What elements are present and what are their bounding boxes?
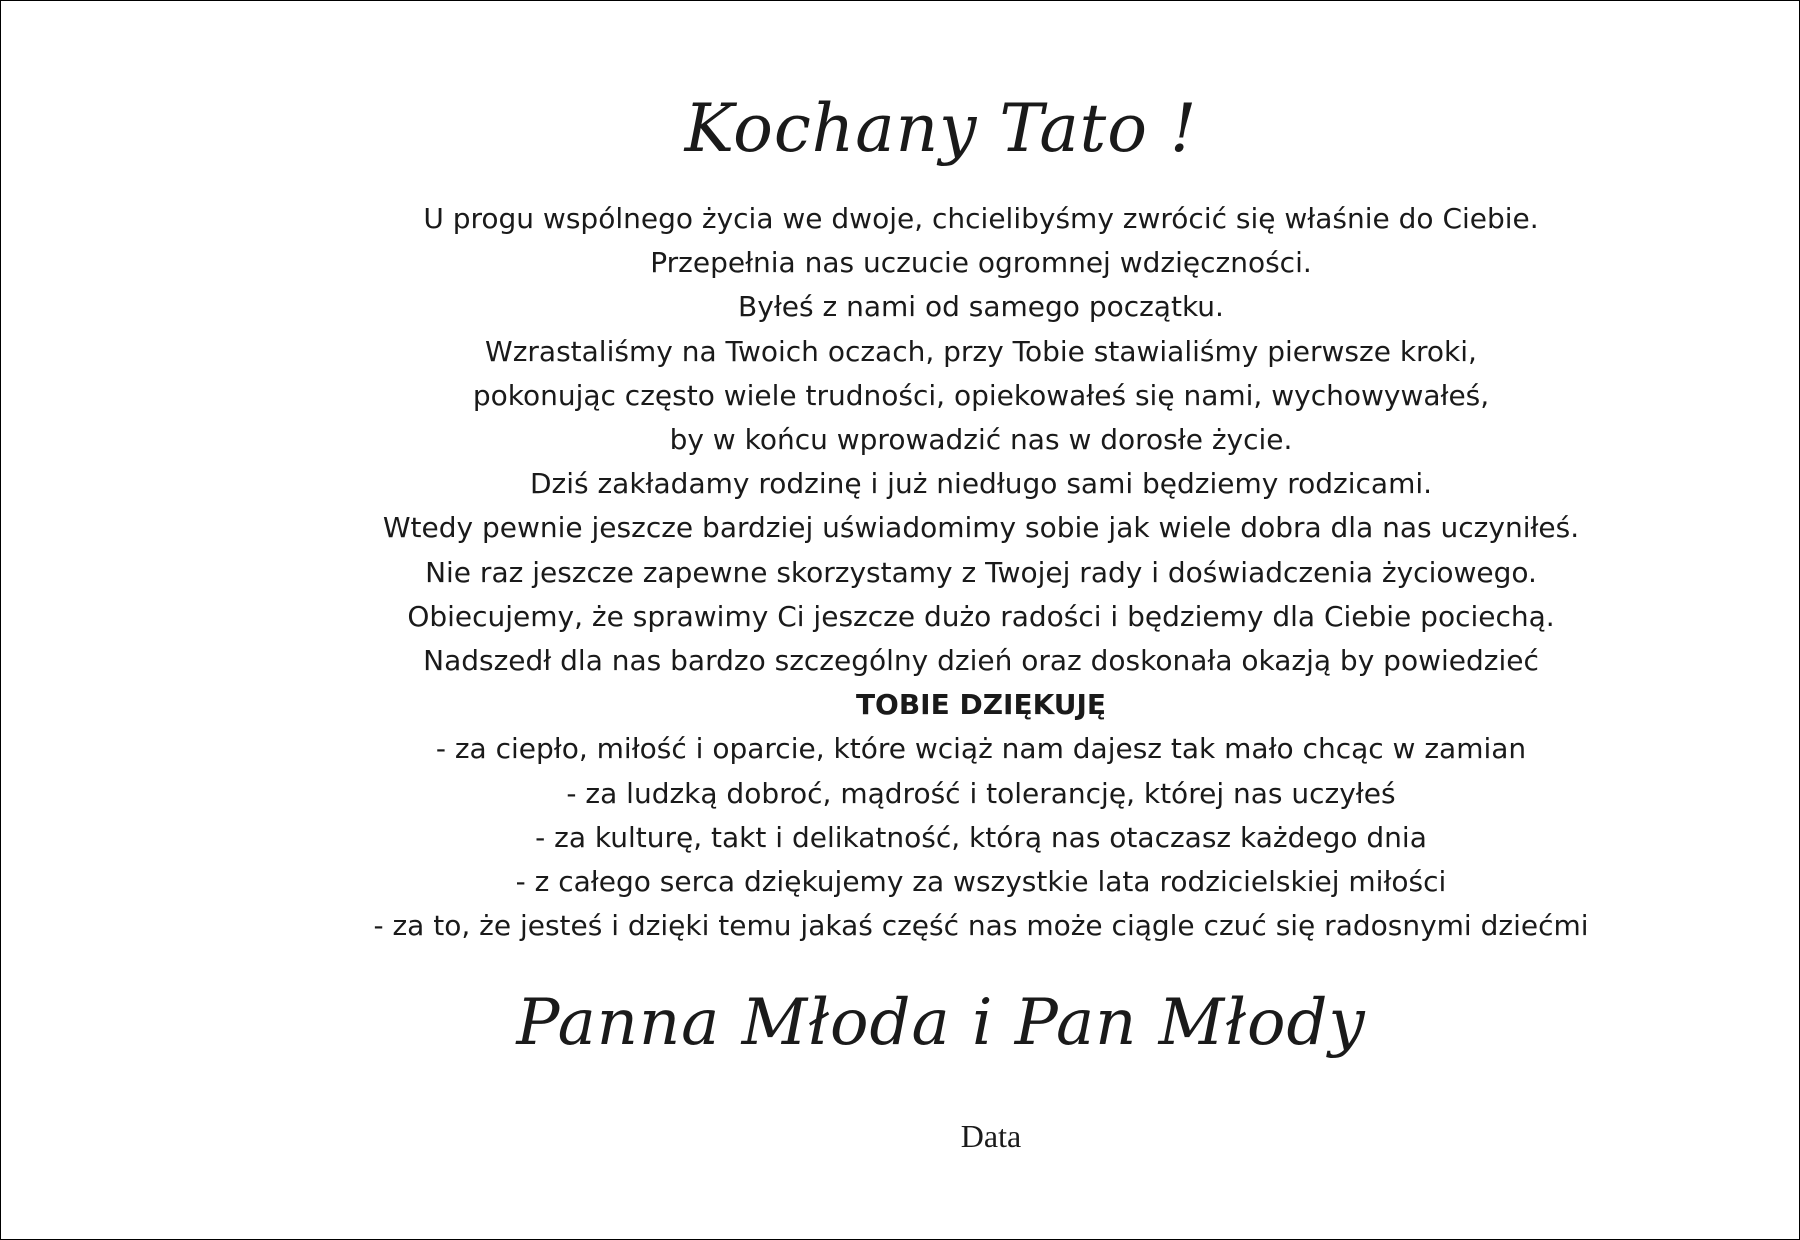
letter-line: Wtedy pewnie jeszcze bardziej uświadomimy sobie jak wiele dobra dla nas uczyniłeś. <box>382 511 1580 545</box>
thanks-list-item: - za ludzką dobroć, mądrość i tolerancję, której nas uczyłeś <box>566 776 1396 810</box>
letter-line: U progu wspólnego życia we dwoje, chcielibyśmy zwrócić się właśnie do Ciebie. <box>423 202 1539 235</box>
letter-line: Przepełnia nas uczucie ogromnej wdzięczności. <box>650 246 1312 280</box>
letter-line: Wzrastaliśmy na Twoich oczach, przy Tobie stawialiśmy pierwsze kroki, <box>485 334 1477 368</box>
thanks-list-item: - za to, że jesteś i dzięki temu jakaś część nas może ciągle czuć się radosnymi dziećmi <box>373 909 1589 943</box>
thank-you-emphasis: TOBIE DZIĘKUJĘ <box>855 688 1107 722</box>
date-label: Data <box>960 1118 1022 1154</box>
thanks-list-item: - z całego serca dziękujemy za wszystkie lata rodzicielskiej miłości <box>515 865 1447 899</box>
letter-line: by w końcu wprowadzić nas w dorosłe życie. <box>669 423 1293 457</box>
thanks-list-item: - za ciepło, miłość i oparcie, które wciąż nam dajesz tak mało chcąc w zamian <box>435 732 1527 766</box>
letter-line: Byłeś z nami od samego początku. <box>738 290 1224 324</box>
letter-line: pokonując często wiele trudności, opiekowałeś się nami, wychowywałeś, <box>472 378 1490 412</box>
greeting-heading: Kochany Tato ! <box>684 90 1198 167</box>
thanks-list-item: - za kulturę, takt i delikatność, którą nas otaczasz każdego dnia <box>535 820 1427 854</box>
signature: Panna Młoda i Pan Młody <box>516 986 1366 1060</box>
letter-line: Dziś zakładamy rodzinę i już niedługo sami będziemy rodzicami. <box>529 467 1433 501</box>
letter-line: Obiecujemy, że sprawimy Ci jeszcze dużo radości i będziemy dla Ciebie pociechą. <box>407 599 1555 633</box>
letter-line: Nie raz jeszcze zapewne skorzystamy z Twojej rady i doświadczenia życiowego. <box>425 555 1537 589</box>
letter-line: Nadszedł dla nas bardzo szczególny dzień oraz doskonała okazją by powiedzieć <box>423 644 1539 678</box>
letter-body <box>301 197 1661 948</box>
